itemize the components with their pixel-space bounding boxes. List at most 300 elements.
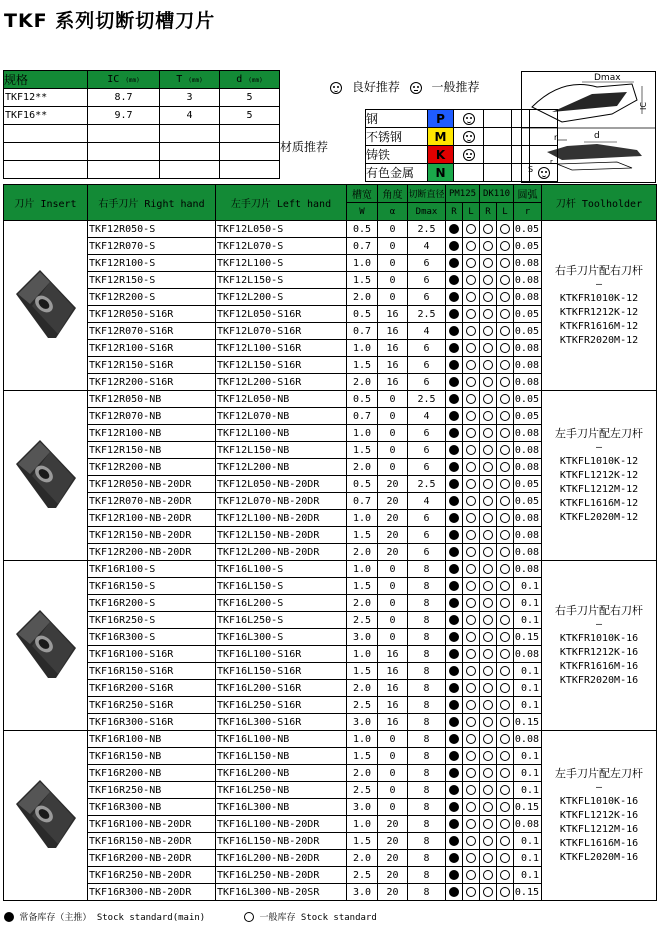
empty-dot-icon [500, 445, 510, 455]
dk110-r-cell [480, 816, 497, 833]
empty-dot-icon [466, 394, 476, 404]
left-hand-code: TKF12L200-S [216, 289, 347, 306]
right-hand-code: TKF12R070-NB [88, 408, 216, 425]
holder-code: KTKFR1010K-16 [559, 632, 639, 644]
dk110-l-cell [497, 238, 514, 255]
width-value: 2.0 [347, 544, 378, 561]
empty-dot-icon [500, 734, 510, 744]
left-hand-code: TKF12L100-S16R [216, 340, 347, 357]
left-hand-code: TKF12L150-NB [216, 442, 347, 459]
pm125-r-cell [446, 680, 463, 697]
radius-value: 0.1 [514, 833, 542, 850]
pm125-l-cell [463, 799, 480, 816]
width-value: 0.7 [347, 238, 378, 255]
dk110-r-cell [480, 748, 497, 765]
filled-dot-icon [449, 411, 459, 421]
filled-dot-icon [449, 581, 459, 591]
holder-divider: – [595, 278, 603, 290]
angle-value: 0 [378, 612, 408, 629]
width-value: 1.0 [347, 816, 378, 833]
empty-dot-icon [483, 802, 493, 812]
radius-value: 0.15 [514, 799, 542, 816]
width-value: 1.0 [347, 731, 378, 748]
right-hand-code: TKF16R100-NB [88, 731, 216, 748]
left-hand-code: TKF16L300-S16R [216, 714, 347, 731]
width-value: 1.5 [347, 527, 378, 544]
dk110-r-cell [480, 408, 497, 425]
empty-dot-icon [500, 768, 510, 778]
pm125-r-cell [446, 731, 463, 748]
width-value: 1.5 [347, 833, 378, 850]
dmax-value: 8 [408, 731, 446, 748]
right-hand-code: TKF16R250-S [88, 612, 216, 629]
radius-value: 0.08 [514, 527, 542, 544]
left-hand-code: TKF12L050-NB [216, 391, 347, 408]
empty-dot-icon [466, 870, 476, 880]
filled-dot-icon [449, 666, 459, 676]
dk110-r-cell [480, 544, 497, 561]
holder-code: KTKFL1212M-12 [559, 483, 639, 495]
width-value: 3.0 [347, 799, 378, 816]
right-hand-code: TKF12R150-NB-20DR [88, 527, 216, 544]
empty-dot-icon [483, 309, 493, 319]
width-value: 0.7 [347, 493, 378, 510]
empty-dot-icon [500, 887, 510, 897]
empty-dot-icon [244, 912, 254, 922]
holder-code: KTKFL1010K-16 [559, 795, 639, 807]
right-hand-code: TKF12R150-NB [88, 442, 216, 459]
pm125-r-cell [446, 612, 463, 629]
pm125-l-cell [463, 731, 480, 748]
empty-dot-icon [466, 666, 476, 676]
dk110-l-cell [497, 646, 514, 663]
recommend-legend [330, 78, 486, 95]
dmax-value: 6 [408, 459, 446, 476]
pm125-l-cell [463, 221, 480, 238]
holder-code: KTKFL1212M-16 [559, 823, 639, 835]
radius-value: 0.05 [514, 493, 542, 510]
table-row [4, 221, 657, 238]
spec-name: TKF16** [4, 107, 88, 125]
width-value: 3.0 [347, 629, 378, 646]
radius-value: 0.05 [514, 221, 542, 238]
dk110-r-cell [480, 340, 497, 357]
legend-good-label: 良好推荐 [351, 80, 400, 94]
filled-dot-icon [4, 912, 14, 922]
empty-dot-icon [466, 547, 476, 557]
dk110-l-cell [497, 221, 514, 238]
insert-image [10, 604, 82, 684]
pm125-r-cell [446, 595, 463, 612]
filled-dot-icon [449, 428, 459, 438]
pm125-l-cell [463, 340, 480, 357]
empty-dot-icon [466, 632, 476, 642]
left-hand-code: TKF12L150-S16R [216, 357, 347, 374]
right-hand-code: TKF16R200-NB-20DR [88, 850, 216, 867]
holder-code: KTKFR1616M-12 [559, 320, 639, 332]
empty-dot-icon [466, 309, 476, 319]
dk110-l-cell [497, 663, 514, 680]
width-value: 1.5 [347, 663, 378, 680]
radius-value: 0.08 [514, 289, 542, 306]
dmax-value: 8 [408, 850, 446, 867]
right-hand-code: TKF16R150-NB [88, 748, 216, 765]
empty-dot-icon [483, 632, 493, 642]
insert-image-cell [4, 731, 88, 901]
filled-dot-icon [449, 224, 459, 234]
angle-value: 0 [378, 425, 408, 442]
empty-dot-icon [500, 870, 510, 880]
diagram-svg [522, 72, 655, 182]
material-code: N [428, 164, 454, 182]
dk110-l-cell [497, 884, 514, 901]
left-hand-code: TKF12L070-S16R [216, 323, 347, 340]
col-right-hand: 右手刀片 Right hand [88, 185, 216, 221]
angle-value: 16 [378, 323, 408, 340]
filled-dot-icon [449, 734, 459, 744]
filled-dot-icon [449, 751, 459, 761]
empty-dot-icon [466, 836, 476, 846]
spec-ic: 9.7 [88, 107, 160, 125]
right-hand-code: TKF12R100-S [88, 255, 216, 272]
diagram-dmax-label: Dmax [594, 73, 621, 83]
left-hand-code: TKF16L300-NB-20SR [216, 884, 347, 901]
dk110-r-cell [480, 442, 497, 459]
legend-normal-label: 一般推荐 [431, 80, 480, 94]
diagram-d-label: d [594, 131, 600, 141]
right-hand-code: TKF16R150-S16R [88, 663, 216, 680]
empty-dot-icon [466, 581, 476, 591]
filled-dot-icon [449, 445, 459, 455]
width-value: 1.0 [347, 425, 378, 442]
angle-value: 20 [378, 527, 408, 544]
left-hand-code: TKF16L150-S [216, 578, 347, 595]
empty-dot-icon [483, 360, 493, 370]
radius-value: 0.08 [514, 272, 542, 289]
dmax-value: 8 [408, 867, 446, 884]
width-value: 0.5 [347, 221, 378, 238]
angle-value: 20 [378, 493, 408, 510]
angle-value: 16 [378, 680, 408, 697]
pm125-r-cell [446, 816, 463, 833]
dk110-r-cell [480, 493, 497, 510]
width-value: 1.0 [347, 561, 378, 578]
diagram-r-label: r [554, 133, 558, 142]
dk110-r-cell [480, 476, 497, 493]
dk110-r-cell [480, 391, 497, 408]
pm125-l-cell [463, 561, 480, 578]
radius-value: 0.08 [514, 340, 542, 357]
radius-value: 0.08 [514, 255, 542, 272]
radius-value: 0.1 [514, 663, 542, 680]
left-hand-code: TKF16L100-S [216, 561, 347, 578]
filled-dot-icon [449, 394, 459, 404]
empty-dot-icon [500, 343, 510, 353]
pm125-r-cell [446, 765, 463, 782]
width-value: 1.5 [347, 578, 378, 595]
pm125-r-cell [446, 799, 463, 816]
filled-dot-icon [449, 326, 459, 336]
empty-dot-icon [483, 394, 493, 404]
dk110-l-cell [497, 595, 514, 612]
diagram-ic-label: IC [639, 102, 648, 110]
pm125-r-cell [446, 884, 463, 901]
holder-head: 左手刀片配左刀杆 [555, 766, 643, 780]
empty-dot-icon [466, 530, 476, 540]
width-value: 0.5 [347, 476, 378, 493]
dk110-r-cell [480, 238, 497, 255]
spec-header-d: d (mm) [220, 71, 280, 89]
empty-dot-icon [500, 700, 510, 710]
pm125-l-cell [463, 357, 480, 374]
empty-dot-icon [483, 496, 493, 506]
dk110-l-cell [497, 680, 514, 697]
pm125-l-cell [463, 782, 480, 799]
dk110-r-cell [480, 799, 497, 816]
filled-dot-icon [449, 496, 459, 506]
empty-dot-icon [483, 258, 493, 268]
empty-dot-icon [466, 445, 476, 455]
right-hand-code: TKF12R200-NB-20DR [88, 544, 216, 561]
col-dmax: Dmax [408, 203, 446, 221]
angle-value: 20 [378, 884, 408, 901]
smiley-good-icon [463, 131, 475, 143]
pm125-l-cell [463, 765, 480, 782]
angle-value: 0 [378, 799, 408, 816]
empty-dot-icon [483, 853, 493, 863]
left-hand-code: TKF16L100-NB-20DR [216, 816, 347, 833]
dk110-l-cell [497, 255, 514, 272]
width-value: 2.0 [347, 765, 378, 782]
footer-legend [4, 910, 377, 923]
angle-value: 0 [378, 595, 408, 612]
angle-value: 0 [378, 238, 408, 255]
angle-value: 0 [378, 578, 408, 595]
pm125-r-cell [446, 340, 463, 357]
empty-dot-icon [500, 530, 510, 540]
empty-dot-icon [500, 802, 510, 812]
right-hand-code: TKF16R200-S [88, 595, 216, 612]
dk110-l-cell [497, 374, 514, 391]
dk110-r-cell [480, 884, 497, 901]
empty-dot-icon [483, 547, 493, 557]
insert-image [10, 774, 82, 854]
filled-dot-icon [449, 649, 459, 659]
left-hand-code: TKF16L300-S [216, 629, 347, 646]
dmax-value: 4 [408, 493, 446, 510]
diagram-s-label: S [528, 165, 534, 174]
pm125-l-cell [463, 374, 480, 391]
width-value: 2.0 [347, 459, 378, 476]
material-cell [484, 110, 512, 128]
empty-dot-icon [500, 496, 510, 506]
holder-code: KTKFR1212K-12 [559, 306, 639, 318]
left-hand-code: TKF16L200-NB-20DR [216, 850, 347, 867]
right-hand-code: TKF12R070-S [88, 238, 216, 255]
smiley-good-icon [330, 82, 342, 94]
col-alpha: α [378, 203, 408, 221]
empty-dot-icon [483, 734, 493, 744]
empty-dot-icon [483, 836, 493, 846]
angle-value: 20 [378, 833, 408, 850]
dk110-l-cell [497, 816, 514, 833]
radius-value: 0.15 [514, 884, 542, 901]
pm125-l-cell [463, 697, 480, 714]
empty-dot-icon [466, 224, 476, 234]
empty-dot-icon [483, 683, 493, 693]
right-hand-code: TKF12R050-S [88, 221, 216, 238]
empty-dot-icon [483, 462, 493, 472]
left-hand-code: TKF16L200-S16R [216, 680, 347, 697]
filled-dot-icon [449, 530, 459, 540]
dmax-value: 6 [408, 289, 446, 306]
pm125-r-cell [446, 272, 463, 289]
dk110-r-cell [480, 867, 497, 884]
angle-value: 0 [378, 765, 408, 782]
left-hand-code: TKF16L250-NB-20DR [216, 867, 347, 884]
toolholder-cell [542, 221, 657, 391]
dmax-value: 2.5 [408, 221, 446, 238]
dmax-value: 4 [408, 408, 446, 425]
empty-dot-icon [466, 292, 476, 302]
col-w: W [347, 203, 378, 221]
empty-dot-icon [500, 292, 510, 302]
footer-main-label: 常备库存（主推） Stock standard(main) [19, 913, 206, 923]
dmax-value: 8 [408, 816, 446, 833]
dmax-value: 6 [408, 442, 446, 459]
empty-dot-icon [500, 632, 510, 642]
pm125-l-cell [463, 459, 480, 476]
empty-dot-icon [466, 751, 476, 761]
left-hand-code: TKF16L150-NB-20DR [216, 833, 347, 850]
dmax-value: 8 [408, 748, 446, 765]
dk110-l-cell [497, 442, 514, 459]
pm125-l-cell [463, 884, 480, 901]
dk110-l-cell [497, 510, 514, 527]
angle-value: 0 [378, 289, 408, 306]
spec-header-name: 规格 [4, 71, 88, 89]
smiley-good-icon [463, 113, 475, 125]
col-insert: 刀片 Insert [4, 185, 88, 221]
smiley-normal-icon [463, 149, 475, 161]
left-hand-code: TKF16L200-S [216, 595, 347, 612]
empty-dot-icon [500, 258, 510, 268]
right-hand-code: TKF12R050-NB [88, 391, 216, 408]
pm125-l-cell [463, 544, 480, 561]
dk110-r-cell [480, 323, 497, 340]
pm125-l-cell [463, 425, 480, 442]
angle-value: 0 [378, 459, 408, 476]
dk110-r-cell [480, 850, 497, 867]
filled-dot-icon [449, 819, 459, 829]
pm125-l-cell [463, 306, 480, 323]
material-name: 不锈钢 [366, 128, 428, 146]
dk110-l-cell [497, 629, 514, 646]
empty-dot-icon [483, 479, 493, 489]
filled-dot-icon [449, 598, 459, 608]
pm125-r-cell [446, 850, 463, 867]
holder-code: KTKFL1616M-16 [559, 837, 639, 849]
width-value: 0.7 [347, 323, 378, 340]
empty-dot-icon [500, 411, 510, 421]
pm125-r-cell [446, 629, 463, 646]
right-hand-code: TKF16R250-S16R [88, 697, 216, 714]
dk110-r-cell [480, 833, 497, 850]
radius-value: 0.05 [514, 476, 542, 493]
pm125-r-cell [446, 748, 463, 765]
dk110-l-cell [497, 323, 514, 340]
dk110-r-cell [480, 646, 497, 663]
dk110-r-cell [480, 782, 497, 799]
filled-dot-icon [449, 853, 459, 863]
table-row [4, 391, 657, 408]
empty-dot-icon [466, 326, 476, 336]
dk110-l-cell [497, 765, 514, 782]
width-value: 2.0 [347, 680, 378, 697]
dmax-value: 8 [408, 561, 446, 578]
empty-dot-icon [466, 819, 476, 829]
filled-dot-icon [449, 700, 459, 710]
pm125-r-cell [446, 782, 463, 799]
pm125-r-cell [446, 391, 463, 408]
dk110-r-cell [480, 272, 497, 289]
empty-dot-icon [500, 853, 510, 863]
pm125-l-cell [463, 408, 480, 425]
empty-dot-icon [500, 547, 510, 557]
radius-value: 0.15 [514, 629, 542, 646]
empty-dot-icon [483, 717, 493, 727]
radius-value: 0.05 [514, 391, 542, 408]
pm125-r-cell [446, 646, 463, 663]
pm125-r-cell [446, 527, 463, 544]
angle-value: 20 [378, 816, 408, 833]
pm125-r-cell [446, 238, 463, 255]
dk110-r-cell [480, 714, 497, 731]
empty-dot-icon [466, 802, 476, 812]
insert-image [10, 264, 82, 344]
radius-value: 0.08 [514, 544, 542, 561]
dk110-l-cell [497, 306, 514, 323]
angle-value: 0 [378, 221, 408, 238]
spec-ic: 8.7 [88, 89, 160, 107]
toolholder-cell [542, 731, 657, 901]
dk110-r-cell [480, 629, 497, 646]
empty-dot-icon [483, 785, 493, 795]
filled-dot-icon [449, 717, 459, 727]
angle-value: 0 [378, 442, 408, 459]
material-name: 钢 [366, 110, 428, 128]
left-hand-code: TKF12L050-S16R [216, 306, 347, 323]
left-hand-code: TKF12L200-NB-20DR [216, 544, 347, 561]
dk110-r-cell [480, 612, 497, 629]
filled-dot-icon [449, 241, 459, 251]
pm125-r-cell [446, 561, 463, 578]
left-hand-code: TKF12L200-S16R [216, 374, 347, 391]
right-hand-code: TKF12R150-S16R [88, 357, 216, 374]
pm125-l-cell [463, 289, 480, 306]
dmax-value: 6 [408, 340, 446, 357]
empty-dot-icon [483, 445, 493, 455]
dmax-value: 4 [408, 323, 446, 340]
pm125-l-cell [463, 255, 480, 272]
holder-code: KTKFR1616M-16 [559, 660, 639, 672]
left-hand-code: TKF16L150-S16R [216, 663, 347, 680]
pm125-l-cell [463, 833, 480, 850]
left-hand-code: TKF16L250-NB [216, 782, 347, 799]
dk110-l-cell [497, 289, 514, 306]
empty-dot-icon [500, 224, 510, 234]
filled-dot-icon [449, 479, 459, 489]
